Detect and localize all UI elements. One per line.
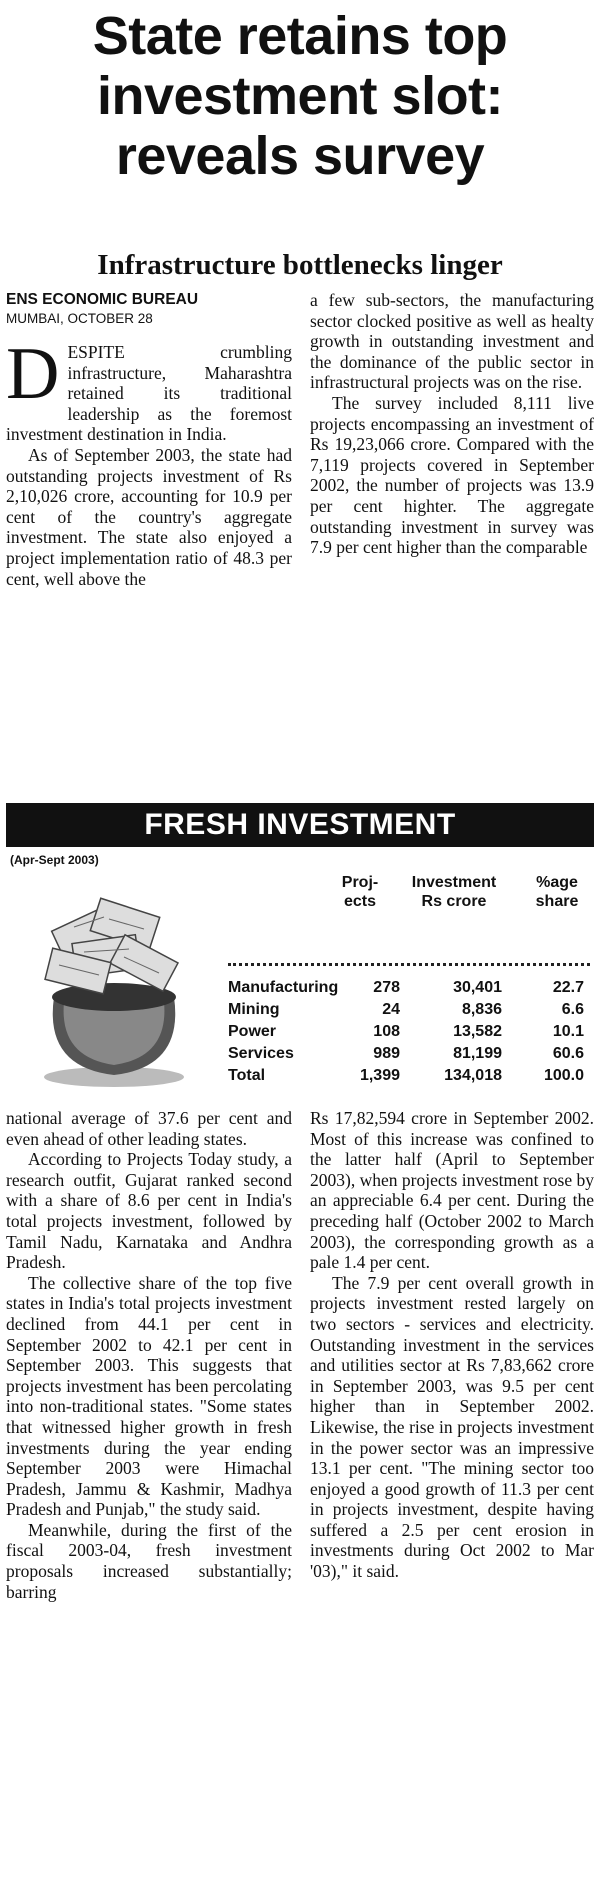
header-investment: Investment Rs crore (411, 874, 497, 910)
row-investment: 30,401 (453, 979, 502, 996)
row-share: 22.7 (552, 979, 584, 996)
header-share: %age share (535, 874, 579, 910)
row-sector: Manufacturing (228, 979, 339, 996)
investment-table (228, 861, 590, 1084)
paragraph-3: a few sub-sectors, the manufacturing sector clocked positive as well as healty growth in outstanding investment and the dominance of the public sector in infrastructural projects was on the rise. (310, 290, 594, 393)
upper-right-column (310, 290, 594, 558)
row-share: 6.6 (561, 1001, 584, 1018)
table-row (228, 1043, 590, 1065)
paragraph-10: The 7.9 per cent overall growth in projects investment rested largely on two sectors - services and electricity. Outstanding investment in the services and utilities sector at Rs 7,83,662 crore in September 2003, was 9.5 per cent higher than in September 2002. Likewise, the rise in projects investment in the power sector was an impressive 13.1 per cent. "The mining sector too enjoyed a good growth of 11.3 per cent in projects investment, despite having suffered a 2.5 per cent erosion in investments during Oct 2002 to Mar '03)," it said. (310, 1272, 594, 1582)
infographic-period: (Apr-Sept 2003) (10, 853, 99, 867)
paragraph-5: national average of 37.6 per cent and even ahead of other leading states. (6, 1108, 292, 1149)
table-row (228, 1021, 590, 1043)
table-row (228, 999, 590, 1021)
paragraph-4: The survey included 8,111 live projects encompassing an investment of Rs 19,23,066 crore. Compared with the 7,119 projects covered in September 2002, the number of projects was 13.9 per cent highter. The aggregate outstanding investment in survey was 7.9 per cent higher than the comparable (310, 392, 594, 558)
row-investment: 13,582 (453, 1023, 502, 1040)
paragraph-8: Meanwhile, during the first of the fiscal 2003-04, fresh investment proposals increased substantially; barring (6, 1519, 292, 1602)
fresh-investment-infographic (6, 803, 594, 1100)
table-header (228, 861, 590, 910)
row-investment: 81,199 (453, 1045, 502, 1062)
row-projects: 1,399 (359, 1067, 400, 1084)
paragraph-2: As of September 2003, the state had outstanding projects investment of Rs 2,10,026 crore, accounting for 10.9 per cent of the country's aggregate investment. The state also enjoyed a project implementation ratio of 48.3 per cent, well above the (6, 444, 292, 589)
table-row (228, 977, 590, 999)
row-share: 100.0 (543, 1067, 584, 1084)
row-investment: 8,836 (461, 1001, 502, 1018)
subheadline: Infrastructure bottlenecks linger (97, 249, 503, 281)
lower-left-column (6, 1108, 292, 1602)
headline-line-2: investment slot: (96, 66, 504, 126)
row-sector: Services (228, 1045, 294, 1062)
row-investment: 134,018 (444, 1067, 502, 1084)
paragraph-7: The collective share of the top five states in India's total projects investment declined from 44.1 per cent in September 2002 to 42.1 per cent in September 2003. This suggests that projects investment has been percolating into non-traditional states. "Some states that witnessed higher growth in fresh investments during the year ending September 2003 were Himachal Pradesh, Jammu & Kashmir, Madhya Pradesh and Punjab," the study said. (6, 1272, 292, 1520)
row-sector: Mining (228, 1001, 280, 1018)
row-projects: 278 (373, 979, 400, 996)
row-projects: 989 (373, 1045, 400, 1062)
dropcap: D (6, 333, 60, 415)
header-projects: Proj- ects (341, 874, 379, 910)
row-share: 60.6 (552, 1045, 584, 1062)
headline-line-1: State retains top (92, 6, 508, 66)
dateline: MUMBAI, OCTOBER 28 (6, 311, 153, 326)
paragraph-1 (6, 333, 292, 445)
byline: ENS ECONOMIC BUREAU (6, 291, 199, 308)
paragraph-9: Rs 17,82,594 crore in September 2002. Most of this increase was confined to the latter half (April to September 2003), when projects investment rose by an appreciable 6.4 per cent. During the preceding half (October 2002 to March 2003), the corresponding growth as a pale 1.4 per cent. (310, 1108, 594, 1273)
row-share: 10.1 (552, 1023, 584, 1040)
headline (0, 6, 600, 186)
table-divider (228, 963, 590, 966)
row-projects: 108 (373, 1023, 400, 1040)
table-body (228, 977, 590, 1087)
row-sector: Total (228, 1067, 266, 1084)
infographic-title: FRESH INVESTMENT (6, 803, 594, 847)
upper-left-column (6, 290, 292, 589)
row-projects: 24 (382, 1001, 400, 1018)
table-row-total (228, 1065, 590, 1087)
paragraph-1-text: ESPITE crumbling infrastructure, Maharashtra retained its traditional leadership as the foremost investment destination in India. (6, 342, 292, 445)
money-bag-icon (14, 877, 214, 1092)
lower-right-column (310, 1108, 594, 1582)
row-sector: Power (228, 1023, 277, 1040)
headline-line-3: reveals survey (115, 126, 485, 186)
paragraph-6: According to Projects Today study, a research outfit, Gujarat ranked second with a share of 8.6 per cent in India's total projects investment, followed by Tamil Nadu, Karnataka and Andhra Pradesh. (6, 1149, 292, 1273)
